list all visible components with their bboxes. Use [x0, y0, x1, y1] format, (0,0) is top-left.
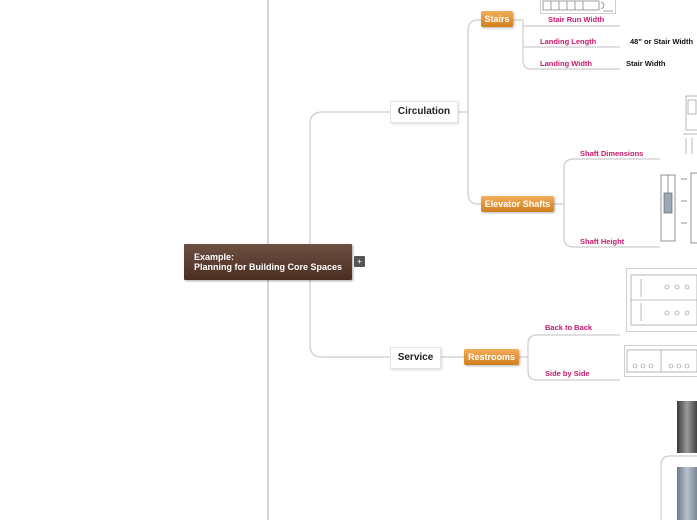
- value-landing-width: Stair Width: [626, 59, 666, 68]
- connector-restroom-leaves: [519, 335, 620, 357]
- leaf-stair-run-width[interactable]: Stair Run Width: [548, 15, 605, 24]
- side-by-side-diagram: [624, 345, 697, 377]
- topic-stairs-label: Stairs: [484, 14, 510, 24]
- leaf-shaft-dimensions[interactable]: Shaft Dimensions: [580, 149, 644, 158]
- leaf-side-by-side[interactable]: Side by Side: [545, 369, 590, 378]
- root-title-line2: Planning for Building Core Spaces: [194, 262, 343, 272]
- leaf-back-to-back[interactable]: Back to Back: [545, 323, 593, 332]
- topic-restrooms[interactable]: [464, 349, 519, 365]
- topic-stairs[interactable]: [481, 11, 513, 27]
- topic-service[interactable]: [390, 347, 441, 369]
- expand-icon[interactable]: +: [354, 256, 365, 267]
- leaf-shaft-height[interactable]: Shaft Height: [580, 237, 625, 246]
- topic-service-label: Service: [397, 352, 434, 363]
- elevator-photo-1: [677, 401, 697, 453]
- topic-restrooms-label: Restrooms: [467, 352, 515, 362]
- topic-circulation[interactable]: [390, 101, 458, 123]
- value-landing-length: 48" or Stair Width: [630, 37, 694, 46]
- topic-elevator-shafts-label: Elevator Shafts: [484, 199, 551, 209]
- elevator-photo-2: [677, 467, 697, 520]
- shaft-plan-diagram: [680, 94, 697, 156]
- root-title-line1: Example:: [194, 252, 235, 262]
- connector-circulation-elevator: [468, 112, 481, 204]
- leaf-landing-width[interactable]: Landing Width: [540, 59, 593, 68]
- connector-root-circulation: [310, 112, 390, 262]
- topic-elevator-shafts[interactable]: [481, 196, 554, 212]
- topic-circulation-label: Circulation: [397, 106, 451, 117]
- root-topic[interactable]: [184, 244, 352, 280]
- leaf-landing-length[interactable]: Landing Length: [540, 37, 597, 46]
- connector-circulation-stairs: [458, 20, 481, 112]
- shaft-section-diagram: [655, 171, 697, 245]
- back-to-back-diagram: [626, 268, 697, 332]
- stair-run-diagram: [540, 0, 616, 14]
